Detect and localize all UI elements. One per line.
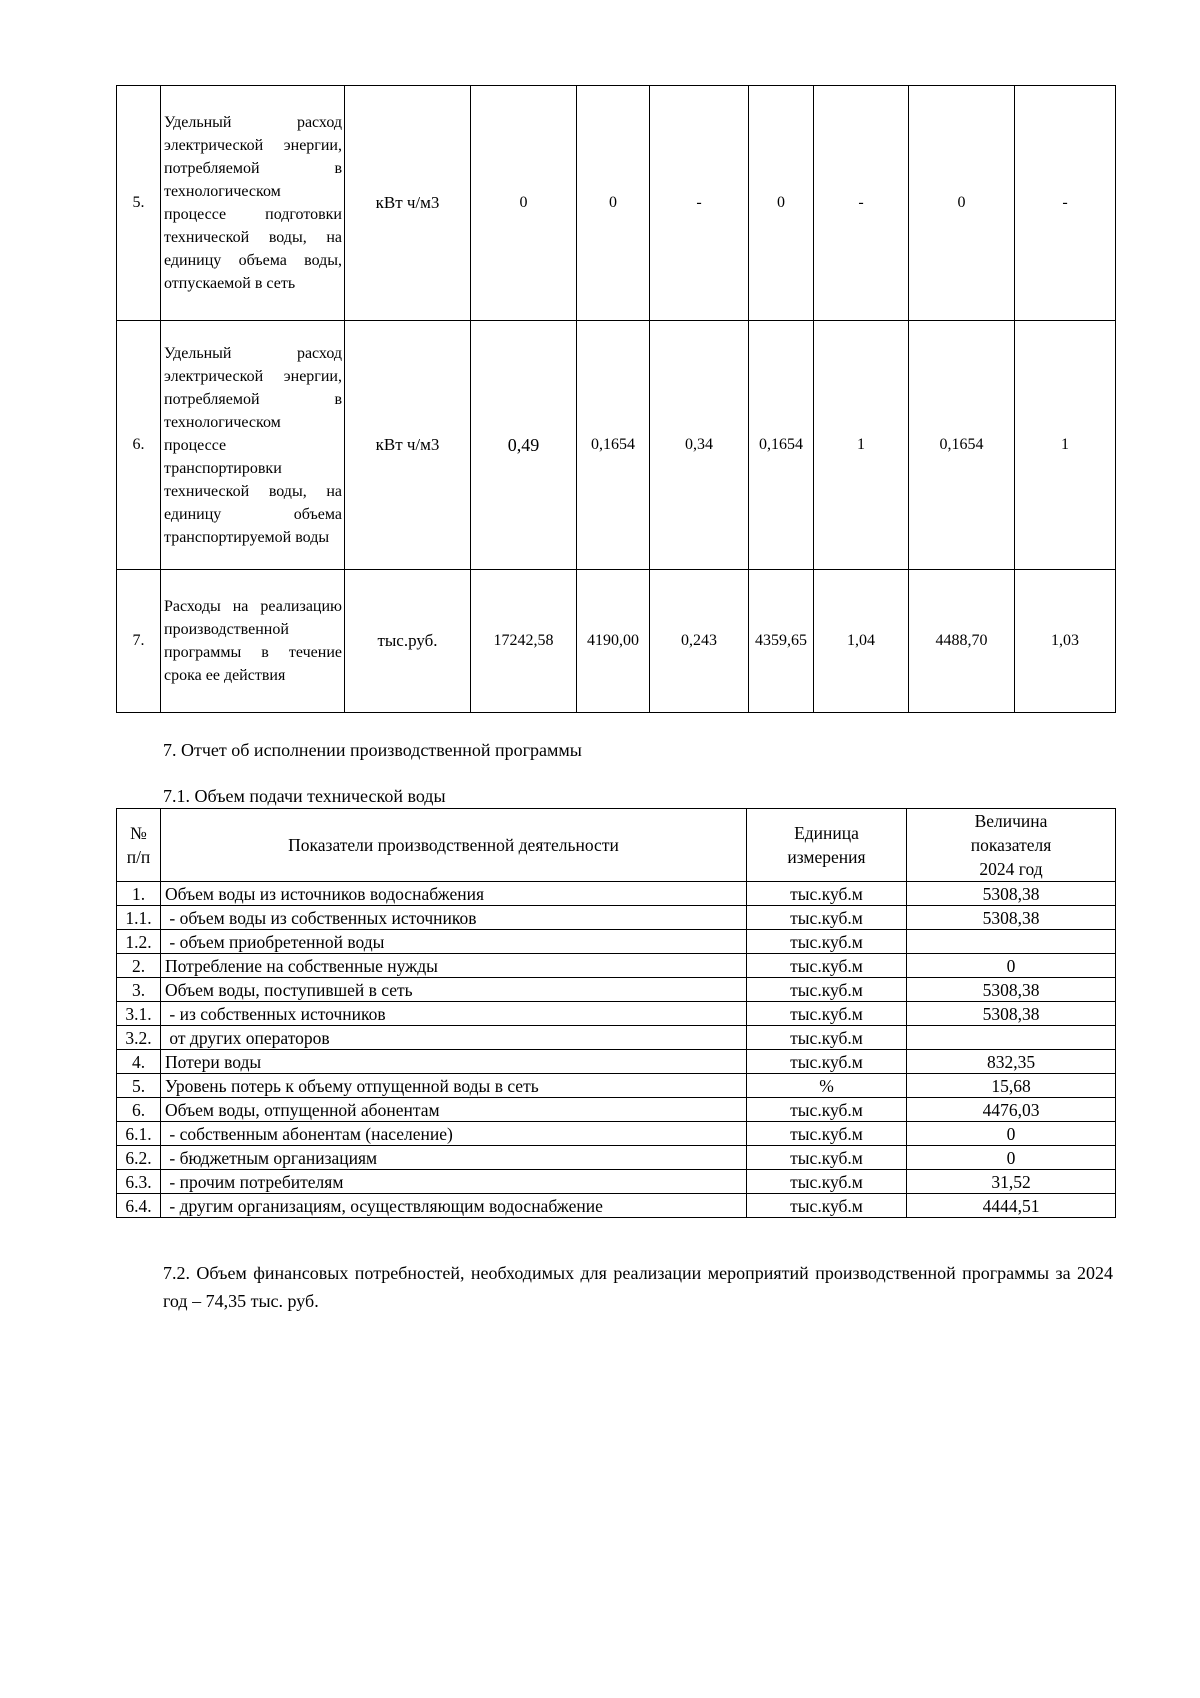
header-number-line2: п/п [126, 847, 151, 867]
header-value-line2: показателя [970, 835, 1052, 855]
table-row [117, 1122, 1116, 1146]
row-value: 4190,00 [577, 570, 650, 713]
row-value: 0 [907, 1122, 1116, 1146]
table-row [117, 1002, 1116, 1026]
water-supply-table-body [117, 809, 1116, 1218]
row-indicator: Объем воды, поступившей в сеть [161, 978, 747, 1002]
row-value: 0 [471, 86, 577, 321]
row-value: 0 [749, 86, 814, 321]
row-value [907, 1026, 1116, 1050]
indicator-row [117, 570, 1116, 713]
row-unit: тыс.куб.м [747, 1002, 907, 1026]
table-row [117, 906, 1116, 930]
table-header-row [117, 809, 1116, 882]
row-value: 31,52 [907, 1170, 1116, 1194]
row-unit: тыс.куб.м [747, 1194, 907, 1218]
row-indicator: - прочим потребителям [161, 1170, 747, 1194]
row-number: 6.2. [117, 1146, 161, 1170]
row-number: 4. [117, 1050, 161, 1074]
row-value: 5308,38 [907, 978, 1116, 1002]
row-unit: % [747, 1074, 907, 1098]
table-row [117, 1170, 1116, 1194]
row-unit: тыс.куб.м [747, 1122, 907, 1146]
row-value: 4488,70 [909, 570, 1015, 713]
indicators-table-body [117, 86, 1116, 713]
row-value: 17242,58 [471, 570, 577, 713]
row-value: 832,35 [907, 1050, 1116, 1074]
row-number: 6. [117, 321, 161, 570]
row-number: 3. [117, 978, 161, 1002]
row-number: 1. [117, 882, 161, 906]
row-value: 0 [577, 86, 650, 321]
water-supply-table [116, 808, 1116, 1218]
row-number: 6.4. [117, 1194, 161, 1218]
row-indicator: - объем воды из собственных источников [161, 906, 747, 930]
table-row [117, 882, 1116, 906]
table-row [117, 1026, 1116, 1050]
row-unit: кВт ч/м3 [345, 321, 471, 570]
row-value: 0,34 [650, 321, 749, 570]
header-unit-line2: измерения [787, 847, 866, 867]
row-value: 0 [907, 1146, 1116, 1170]
row-indicator: от других операторов [161, 1026, 747, 1050]
row-indicator: Потребление на собственные нужды [161, 954, 747, 978]
table-row [117, 1050, 1116, 1074]
row-unit: тыс.куб.м [747, 954, 907, 978]
header-number [117, 809, 161, 882]
indicators-table [116, 85, 1116, 713]
row-number: 5. [117, 86, 161, 321]
row-value: 1,04 [814, 570, 909, 713]
row-number: 5. [117, 1074, 161, 1098]
row-number: 2. [117, 954, 161, 978]
row-unit: тыс.куб.м [747, 930, 907, 954]
row-value: 4476,03 [907, 1098, 1116, 1122]
row-value: 0,243 [650, 570, 749, 713]
indicator-row [117, 321, 1116, 570]
row-number: 3.1. [117, 1002, 161, 1026]
row-value: 1 [1015, 321, 1116, 570]
row-value: 5308,38 [907, 1002, 1116, 1026]
row-value: - [814, 86, 909, 321]
row-indicator: - бюджетным организациям [161, 1146, 747, 1170]
row-description: Удельный расход электрической энергии, потребляемой в технологическом процессе транспортировки технической воды, на единицу объема транспортируемой воды [161, 321, 345, 570]
row-unit: тыс.руб. [345, 570, 471, 713]
row-number: 1.2. [117, 930, 161, 954]
header-unit [747, 809, 907, 882]
row-unit: тыс.куб.м [747, 1170, 907, 1194]
header-value-line1: Величина [974, 811, 1048, 831]
section-7-2-paragraph: 7.2. Объем финансовых потребностей, необходимых для реализации мероприятий производственной программы за 2024 год – 74,35 тыс. руб. [163, 1263, 1113, 1311]
row-indicator: - собственным абонентам (население) [161, 1122, 747, 1146]
row-unit: тыс.куб.м [747, 906, 907, 930]
row-unit: тыс.куб.м [747, 1098, 907, 1122]
row-value: 1 [814, 321, 909, 570]
row-value [907, 930, 1116, 954]
row-indicator: Потери воды [161, 1050, 747, 1074]
row-value: 4444,51 [907, 1194, 1116, 1218]
row-unit: тыс.куб.м [747, 1026, 907, 1050]
row-value: 5308,38 [907, 906, 1116, 930]
row-unit: тыс.куб.м [747, 978, 907, 1002]
header-number-line1: № [130, 823, 147, 843]
table-row [117, 954, 1116, 978]
row-indicator: - другим организациям, осуществляющим водоснабжение [161, 1194, 747, 1218]
row-indicator: - объем приобретенной воды [161, 930, 747, 954]
row-value: 0 [909, 86, 1015, 321]
header-value-line3: 2024 год [979, 859, 1043, 879]
row-unit: кВт ч/м3 [345, 86, 471, 321]
row-number: 6.3. [117, 1170, 161, 1194]
row-unit: тыс.куб.м [747, 882, 907, 906]
table-row [117, 1098, 1116, 1122]
row-value: 0,1654 [909, 321, 1015, 570]
section-7-1-heading: 7.1. Объем подачи технической воды [163, 786, 446, 806]
row-unit: тыс.куб.м [747, 1146, 907, 1170]
table-row [117, 1146, 1116, 1170]
indicator-row [117, 86, 1116, 321]
table-row [117, 978, 1116, 1002]
row-value: 0,1654 [749, 321, 814, 570]
row-number: 3.2. [117, 1026, 161, 1050]
table-row [117, 1074, 1116, 1098]
row-value: 0,1654 [577, 321, 650, 570]
row-description: Расходы на реализацию производственной программы в течение срока ее действия [161, 570, 345, 713]
row-number: 6.1. [117, 1122, 161, 1146]
row-description: Удельный расход электрической энергии, потребляемой в технологическом процессе подготовки технической воды, на единицу объема воды, отпускаемой в сеть [161, 86, 345, 321]
row-number: 7. [117, 570, 161, 713]
row-value: 0 [907, 954, 1116, 978]
row-value: - [650, 86, 749, 321]
row-value: 5308,38 [907, 882, 1116, 906]
row-value: 0,49 [471, 321, 577, 570]
row-indicator: Объем воды, отпущенной абонентам [161, 1098, 747, 1122]
row-value: - [1015, 86, 1116, 321]
header-value [907, 809, 1116, 882]
header-unit-line1: Единица [794, 823, 859, 843]
table-row [117, 930, 1116, 954]
row-indicator: Объем воды из источников водоснабжения [161, 882, 747, 906]
row-number: 6. [117, 1098, 161, 1122]
row-value: 4359,65 [749, 570, 814, 713]
section-7-heading: 7. Отчет об исполнении производственной программы [163, 740, 582, 760]
header-indicator: Показатели производственной деятельности [161, 809, 747, 882]
table-row [117, 1194, 1116, 1218]
row-value: 1,03 [1015, 570, 1116, 713]
row-number: 1.1. [117, 906, 161, 930]
row-value: 15,68 [907, 1074, 1116, 1098]
row-indicator: Уровень потерь к объему отпущенной воды в сеть [161, 1074, 747, 1098]
row-unit: тыс.куб.м [747, 1050, 907, 1074]
row-indicator: - из собственных источников [161, 1002, 747, 1026]
